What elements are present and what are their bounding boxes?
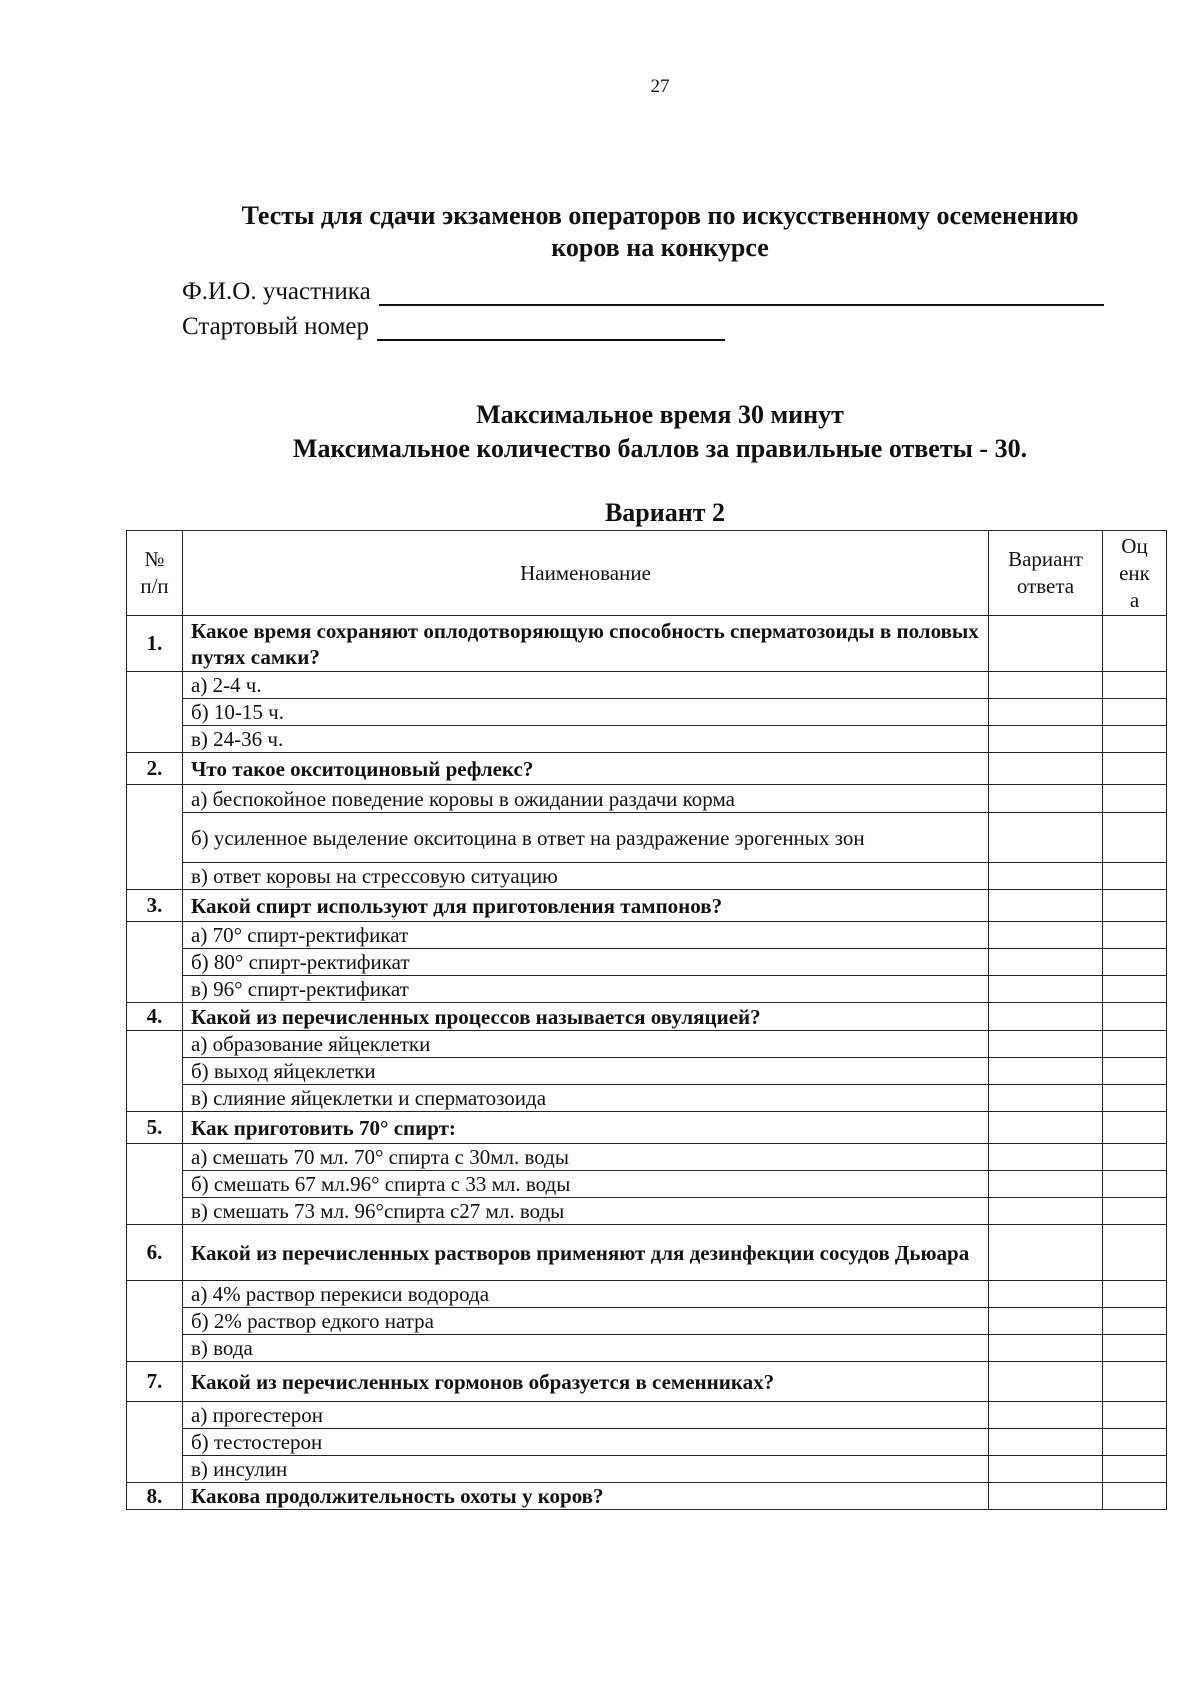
score-cell[interactable]	[1103, 1003, 1167, 1031]
page-number: 27	[650, 76, 670, 97]
question-text: Что такое окситоциновый рефлекс?	[183, 753, 989, 785]
answer-option: б) тестостерон	[183, 1429, 989, 1456]
question-number: 6.	[127, 1225, 183, 1281]
answer-cell[interactable]	[989, 1144, 1103, 1171]
answer-cell[interactable]	[989, 1225, 1103, 1281]
option-row	[127, 1058, 1167, 1085]
header-name: Наименование	[183, 531, 989, 616]
answer-option: в) инсулин	[183, 1456, 989, 1483]
option-row	[127, 1144, 1167, 1171]
score-cell[interactable]	[1103, 949, 1167, 976]
max-score: Максимальное количество баллов за правильные ответы - 30.	[292, 434, 1028, 463]
question-row	[127, 1003, 1167, 1031]
header-score-line-2: енк	[1119, 560, 1150, 585]
question-row	[127, 890, 1167, 922]
score-cell[interactable]	[1103, 726, 1167, 753]
question-number: 3.	[127, 890, 183, 922]
score-cell[interactable]	[1103, 1198, 1167, 1225]
score-cell[interactable]	[1103, 1362, 1167, 1402]
question-row	[127, 1362, 1167, 1402]
score-cell[interactable]	[1103, 1171, 1167, 1198]
answer-cell[interactable]	[989, 785, 1103, 813]
answer-cell[interactable]	[989, 616, 1103, 672]
header-answer-line-2: ответа	[1016, 574, 1075, 598]
option-row	[127, 1171, 1167, 1198]
question-text: Какой из перечисленных растворов применяют для дезинфекции сосудов Дьюара	[183, 1225, 989, 1281]
question-number: 5.	[127, 1112, 183, 1144]
answer-cell[interactable]	[989, 1003, 1103, 1031]
answer-option: а) беспокойное поведение коровы в ожидании раздачи корма	[183, 785, 989, 813]
score-cell[interactable]	[1103, 753, 1167, 785]
answer-cell[interactable]	[989, 1085, 1103, 1112]
table-header-row	[127, 531, 1167, 616]
answer-option: б) 2% раствор едкого натра	[183, 1308, 989, 1335]
header-number-line-1: №	[144, 547, 165, 571]
option-row	[127, 1198, 1167, 1225]
score-cell[interactable]	[1103, 1031, 1167, 1058]
score-cell[interactable]	[1103, 813, 1167, 863]
option-row	[127, 672, 1167, 699]
question-text: Какова продолжительность охоты у коров?	[183, 1483, 989, 1510]
question-text: Как приготовить 70° спирт:	[183, 1112, 989, 1144]
answer-cell[interactable]	[989, 1171, 1103, 1198]
option-row	[127, 949, 1167, 976]
question-number: 8.	[127, 1483, 183, 1510]
start-number-label: Стартовый номер	[182, 313, 369, 340]
question-text: Какой из перечисленных процессов называется овуляцией?	[183, 1003, 989, 1031]
answer-option: а) образование яйцеклетки	[183, 1031, 989, 1058]
score-cell[interactable]	[1103, 1456, 1167, 1483]
number-spacer	[127, 922, 183, 1003]
score-cell[interactable]	[1103, 1429, 1167, 1456]
score-cell[interactable]	[1103, 922, 1167, 949]
answer-cell[interactable]	[989, 1335, 1103, 1362]
option-row	[127, 726, 1167, 753]
answer-cell[interactable]	[989, 813, 1103, 863]
score-cell[interactable]	[1103, 863, 1167, 890]
answer-cell[interactable]	[989, 672, 1103, 699]
answer-cell[interactable]	[989, 1281, 1103, 1308]
start-number-field	[182, 313, 725, 341]
number-spacer	[127, 1402, 183, 1483]
answer-option: а) смешать 70 мл. 70° спирта с 30мл. воды	[183, 1144, 989, 1171]
answer-cell[interactable]	[989, 890, 1103, 922]
header-score-line-1: Оц	[1121, 533, 1148, 558]
answer-option: в) смешать 73 мл. 96°спирта с27 мл. воды	[183, 1198, 989, 1225]
option-row	[127, 1085, 1167, 1112]
score-cell[interactable]	[1103, 1281, 1167, 1308]
question-text: Какой из перечисленных гормонов образуется в семенниках?	[183, 1362, 989, 1402]
answer-cell[interactable]	[989, 726, 1103, 753]
max-time: Максимальное время 30 минут	[476, 400, 844, 429]
option-row	[127, 813, 1167, 863]
question-number: 2.	[127, 753, 183, 785]
header-score	[1103, 531, 1167, 616]
answer-cell[interactable]	[989, 699, 1103, 726]
option-row	[127, 922, 1167, 949]
answer-cell[interactable]	[989, 753, 1103, 785]
participant-name-line[interactable]	[379, 282, 1104, 306]
option-row	[127, 785, 1167, 813]
answer-option: а) 4% раствор перекиси водорода	[183, 1281, 989, 1308]
option-row	[127, 1402, 1167, 1429]
score-cell[interactable]	[1103, 1483, 1167, 1510]
option-row	[127, 1308, 1167, 1335]
question-number: 1.	[127, 616, 183, 672]
header-answer-line-1: Вариант	[1008, 547, 1083, 571]
answer-cell[interactable]	[989, 922, 1103, 949]
score-cell[interactable]	[1103, 976, 1167, 1003]
option-row	[127, 1335, 1167, 1362]
answer-cell[interactable]	[989, 949, 1103, 976]
answer-option: а) 2-4 ч.	[183, 672, 989, 699]
score-cell[interactable]	[1103, 1058, 1167, 1085]
answer-option: б) смешать 67 мл.96° спирта с 33 мл. воды	[183, 1171, 989, 1198]
question-text: Какое время сохраняют оплодотворяющую способность сперматозоиды в половых путях самки?	[183, 616, 989, 672]
question-number: 7.	[127, 1362, 183, 1402]
answer-option: в) 96° спирт-ректификат	[183, 976, 989, 1003]
participant-name-label: Ф.И.О. участника	[182, 278, 371, 305]
score-cell[interactable]	[1103, 616, 1167, 672]
answer-cell[interactable]	[989, 1112, 1103, 1144]
question-row	[127, 1112, 1167, 1144]
answer-cell[interactable]	[989, 1456, 1103, 1483]
question-row	[127, 1483, 1167, 1510]
header-number-line-2: п/п	[140, 574, 169, 598]
option-row	[127, 863, 1167, 890]
document-title	[150, 200, 1170, 264]
number-spacer	[127, 1144, 183, 1225]
score-cell[interactable]	[1103, 1144, 1167, 1171]
answer-cell[interactable]	[989, 863, 1103, 890]
option-row	[127, 1031, 1167, 1058]
answer-cell[interactable]	[989, 1402, 1103, 1429]
score-cell[interactable]	[1103, 1112, 1167, 1144]
option-row	[127, 976, 1167, 1003]
answer-cell[interactable]	[989, 1058, 1103, 1085]
score-cell[interactable]	[1103, 672, 1167, 699]
question-row	[127, 753, 1167, 785]
header-number	[127, 531, 183, 616]
answer-cell[interactable]	[989, 1429, 1103, 1456]
score-cell[interactable]	[1103, 1225, 1167, 1281]
answer-cell[interactable]	[989, 1362, 1103, 1402]
answer-cell[interactable]	[989, 1308, 1103, 1335]
variant-heading: Вариант 2	[604, 498, 726, 527]
limits-block	[150, 398, 1170, 466]
option-row	[127, 1281, 1167, 1308]
answer-cell[interactable]	[989, 976, 1103, 1003]
header-score-line-3: а	[1129, 587, 1140, 612]
answer-option: б) 80° спирт-ректификат	[183, 949, 989, 976]
participant-name-field	[182, 278, 1104, 306]
score-cell[interactable]	[1103, 1402, 1167, 1429]
answer-option: в) слияние яйцеклетки и сперматозоида	[183, 1085, 989, 1112]
option-row	[127, 699, 1167, 726]
header-answer	[989, 531, 1103, 616]
title-line-1: Тесты для сдачи экзаменов операторов по искусственному осеменению	[241, 201, 1079, 230]
answer-cell[interactable]	[989, 1198, 1103, 1225]
question-number: 4.	[127, 1003, 183, 1031]
number-spacer	[127, 1281, 183, 1362]
score-cell[interactable]	[1103, 699, 1167, 726]
answer-option: в) 24-36 ч.	[183, 726, 989, 753]
option-row	[127, 1456, 1167, 1483]
question-text: Какой спирт используют для приготовления тампонов?	[183, 890, 989, 922]
number-spacer	[127, 672, 183, 753]
score-cell[interactable]	[1103, 1308, 1167, 1335]
title-line-2: коров на конкурсе	[551, 233, 769, 262]
answer-option: а) прогестерон	[183, 1402, 989, 1429]
answer-option: а) 70° спирт-ректификат	[183, 922, 989, 949]
answer-option: в) вода	[183, 1335, 989, 1362]
answer-option: в) ответ коровы на стрессовую ситуацию	[183, 863, 989, 890]
score-cell[interactable]	[1103, 890, 1167, 922]
answer-option: б) 10-15 ч.	[183, 699, 989, 726]
start-number-line[interactable]	[377, 317, 725, 341]
option-row	[127, 1429, 1167, 1456]
score-cell[interactable]	[1103, 1335, 1167, 1362]
score-cell[interactable]	[1103, 1085, 1167, 1112]
answer-cell[interactable]	[989, 1031, 1103, 1058]
answer-option: б) выход яйцеклетки	[183, 1058, 989, 1085]
question-row	[127, 1225, 1167, 1281]
score-cell[interactable]	[1103, 785, 1167, 813]
quiz-table	[126, 530, 1167, 1510]
number-spacer	[127, 1031, 183, 1112]
question-row	[127, 616, 1167, 672]
answer-cell[interactable]	[989, 1483, 1103, 1510]
number-spacer	[127, 785, 183, 890]
answer-option: б) усиленное выделение окситоцина в ответ на раздражение эрогенных зон	[183, 813, 989, 863]
